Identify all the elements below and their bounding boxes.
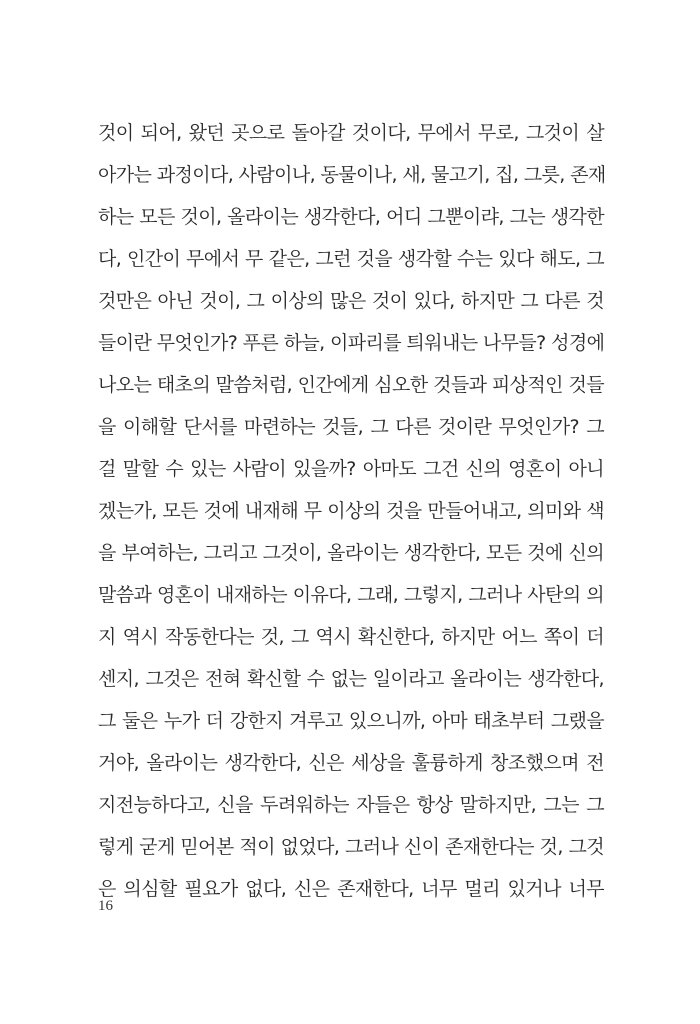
text-line: 다, 인간이 무에서 무 같은, 그런 것을 생각할 수는 있다 해도, 그 [98,248,604,270]
text-line: 들이란 무엇인가? 푸른 하늘, 이파리를 틔워내는 나무들? 성경에 [98,332,605,354]
text-line: 을 이해할 단서를 마련하는 것들, 그 다른 것이란 무엇인가? 그 [98,416,604,438]
text-line: 지 역시 작동한다는 것, 그 역시 확신한다, 하지만 어느 쪽이 더 [98,626,604,648]
page-number: 16 [98,898,113,914]
text-line: 겠는가, 모든 것에 내재해 무 이상의 것을 만들어내고, 의미와 색 [98,500,604,522]
body-text [98,112,604,910]
text-line: 것만은 아닌 것이, 그 이상의 많은 것이 있다, 하지만 그 다른 것 [98,290,604,312]
text-line: 을 부여하는, 그리고 그것이, 올라이는 생각한다, 모든 것에 신의 [98,542,604,564]
text-line: 나오는 태초의 말씀처럼, 인간에게 심오한 것들과 피상적인 것들 [98,374,604,396]
text-line: 센지, 그것은 전혀 확신할 수 없는 일이라고 올라이는 생각한다, [98,668,604,690]
text-line: 말씀과 영혼이 내재하는 이유다, 그래, 그렇지, 그러나 사탄의 의 [98,584,604,606]
text-line: 하는 모든 것이, 올라이는 생각한다, 어디 그뿐이랴, 그는 생각한 [98,206,604,228]
text-line: 은 의심할 필요가 없다, 신은 존재한다, 너무 멀리 있거나 너무 [98,878,604,900]
text-line: 지전능하다고, 신을 두려워하는 자들은 항상 말하지만, 그는 그 [98,794,604,816]
text-line: 걸 말할 수 있는 사람이 있을까? 아마도 그건 신의 영혼이 아니 [98,458,604,480]
text-line: 것이 되어, 왔던 곳으로 돌아갈 것이다, 무에서 무로, 그것이 살 [98,122,604,144]
text-line: 그 둘은 누가 더 강한지 겨루고 있으니까, 아마 태초부터 그랬을 [98,710,604,732]
text-line: 아가는 과정이다, 사람이나, 동물이나, 새, 물고기, 집, 그릇, 존재 [98,164,606,186]
text-line: 거야, 올라이는 생각한다, 신은 세상을 훌륭하게 창조했으며 전 [98,752,604,774]
text-line: 렇게 굳게 믿어본 적이 없었다, 그러나 신이 존재한다는 것, 그것 [98,836,604,858]
